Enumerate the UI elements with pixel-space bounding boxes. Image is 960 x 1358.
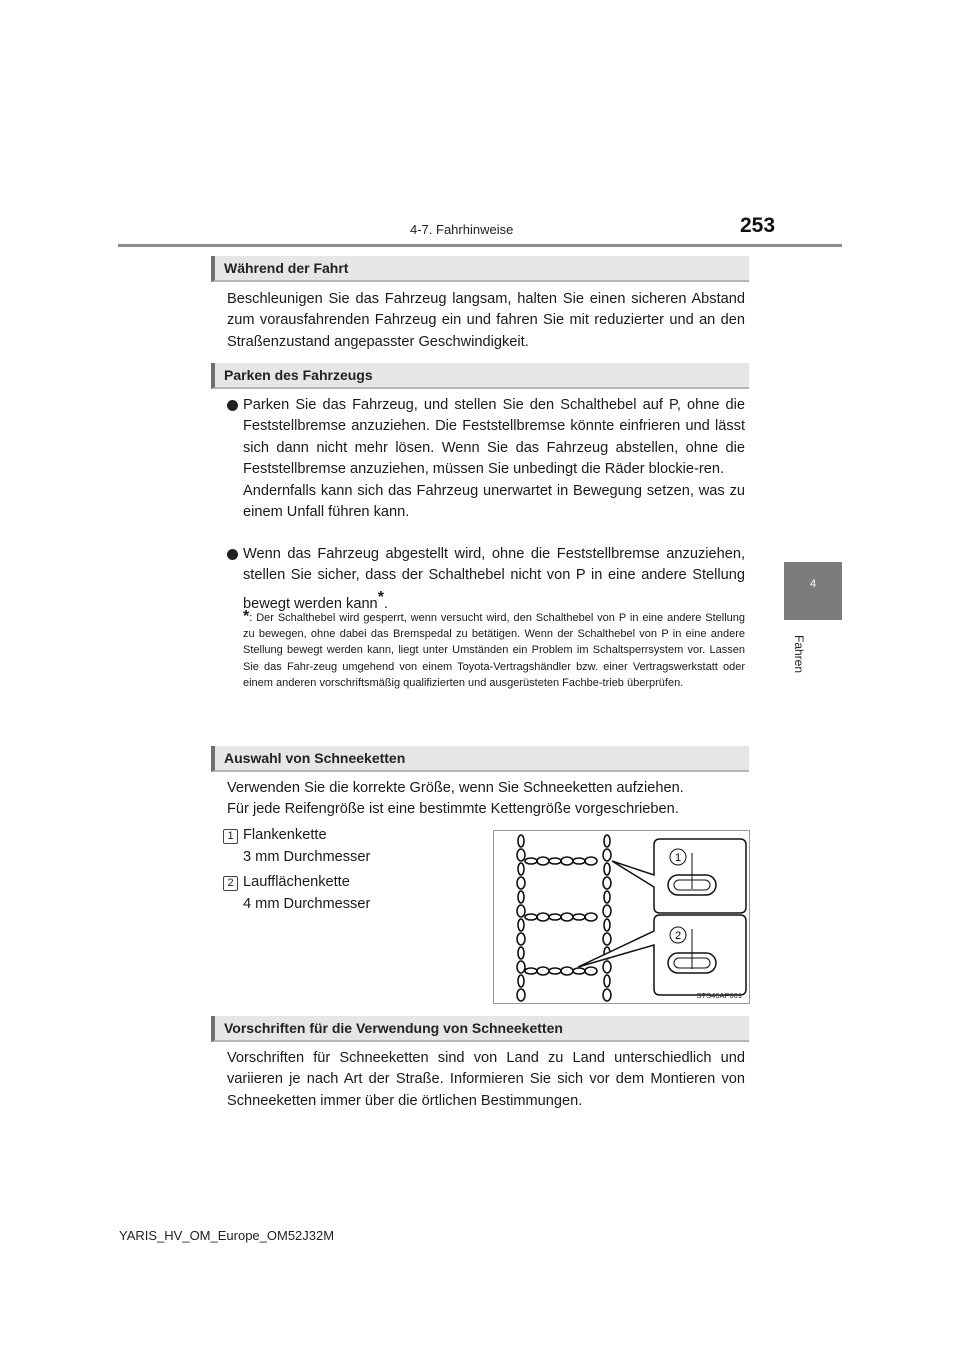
parking-bullet-1 <box>227 395 745 523</box>
callout-side-chain <box>612 839 746 913</box>
callout-number-2: 2 <box>674 930 682 942</box>
section-title: Vorschriften für die Verwendung von Schneeketten <box>224 1020 563 1036</box>
bullet-text-end: . <box>383 595 388 612</box>
footnote <box>243 609 745 691</box>
chains-line-2: Für jede Reifengröße ist eine bestimmte Kettengröße vorgeschrieben. <box>227 801 679 817</box>
cross-chain-top <box>525 857 597 865</box>
snow-chain-figure <box>493 830 750 1004</box>
item-detail: 3 mm Durchmesser <box>243 849 371 865</box>
footnote-star: * <box>377 588 384 606</box>
parking-bullet-2 <box>227 544 745 615</box>
regulations-paragraph: Vorschriften für Schneeketten sind von Land zu Land unterschiedlich und variieren je nach Art der Straße. Informieren Sie sich vor dem Montieren von Schneeketten immer über die örtlichen Bestimmungen. <box>227 1050 745 1109</box>
section-header: 4-7. Fahrhinweise <box>410 222 514 237</box>
chapter-label: Fahren <box>792 635 806 674</box>
callout-tread-chain <box>578 915 746 995</box>
footnote-marker: * <box>243 608 250 625</box>
chains-line-1: Verwenden Sie die korrekte Größe, wenn Sie Schneeketten aufziehen. <box>227 780 684 796</box>
document-id: YARIS_HV_OM_Europe_OM52J32M <box>119 1228 335 1243</box>
bullet-text <box>243 544 745 615</box>
section-heading-regulations <box>211 1016 749 1042</box>
page-number: 253 <box>740 214 776 237</box>
side-chain-left <box>517 835 525 1001</box>
chapter-tab <box>784 562 842 620</box>
bullet-dot-icon <box>227 400 238 411</box>
section-title: Auswahl von Schneeketten <box>224 750 406 766</box>
item-number-badge: 2 <box>223 876 238 891</box>
bullet-text-continued: Andernfalls kann sich das Fahrzeug unerwartet in Bewegung setzen, was zu einem Unfall führen kann. <box>243 482 745 521</box>
footnote-text: : Der Schalthebel wird gesperrt, wenn versucht wird, den Schalthebel von P in eine andere Stellung zu bewegen, ohne dabei das Bremspedal zu betätigen. Wenn der Schalthebel von P in eine andere Stellung bewegt werden kann, liegt unter Umständen ein Problem im Schaltsperrsystem vor. Lassen Sie das Fahr-zeug umgehend von einem Toyota-Vertragshändler bzw. einer Vertragswerkstatt oder einem anderen vorschriftsmäßig qualifizierten und ausgerüsteten Fachbe-trieb überprüfen. <box>243 612 745 689</box>
side-chain-right <box>603 835 611 1001</box>
item-name: Flankenkette <box>243 827 327 843</box>
bullet-dot-icon <box>227 549 238 560</box>
item-detail: 4 mm Durchmesser <box>243 896 371 912</box>
chapter-number: 4 <box>809 578 817 590</box>
callout-number-1: 1 <box>674 852 682 864</box>
header-divider <box>118 244 842 247</box>
item-number-badge: 1 <box>223 829 238 844</box>
section-title: Parken des Fahrzeugs <box>224 367 373 383</box>
section-title: Während der Fahrt <box>224 260 349 276</box>
cross-chain-bottom <box>525 967 597 975</box>
section-heading-driving <box>211 256 749 282</box>
section-heading-chains <box>211 746 749 772</box>
cross-chain-middle <box>525 913 597 921</box>
figure-code: STS46AP001 <box>696 991 742 1000</box>
bullet-text: Parken Sie das Fahrzeug, und stellen Sie den Schalthebel auf P, ohne die Feststellbremse anzuziehen. Die Feststellbremse könnte einfrieren und lässt sich dann nicht mehr lösen. Wenn Sie das Fahrzeug abstellen, ohne die Feststellbremse anzuziehen, müssen Sie unbedingt die Räder blockie-ren. <box>243 397 745 478</box>
snow-chain-illustration <box>494 831 749 1003</box>
bullet-text-main: Wenn das Fahrzeug abgestellt wird, ohne die Feststellbremse anzuziehen, stellen Sie sicher, dass der Schalthebel nicht von P in eine andere Stellung bewegt werden kann <box>243 546 745 612</box>
item-name: Laufflächenkette <box>243 874 350 890</box>
driving-paragraph: Beschleunigen Sie das Fahrzeug langsam, halten Sie einen sicheren Abstand zum vorausfahrenden Fahrzeug ein und fahren Sie mit reduzierter und an den Straßenzustand angepasster Geschwindigkeit. <box>227 291 745 350</box>
section-heading-parking <box>211 363 749 389</box>
